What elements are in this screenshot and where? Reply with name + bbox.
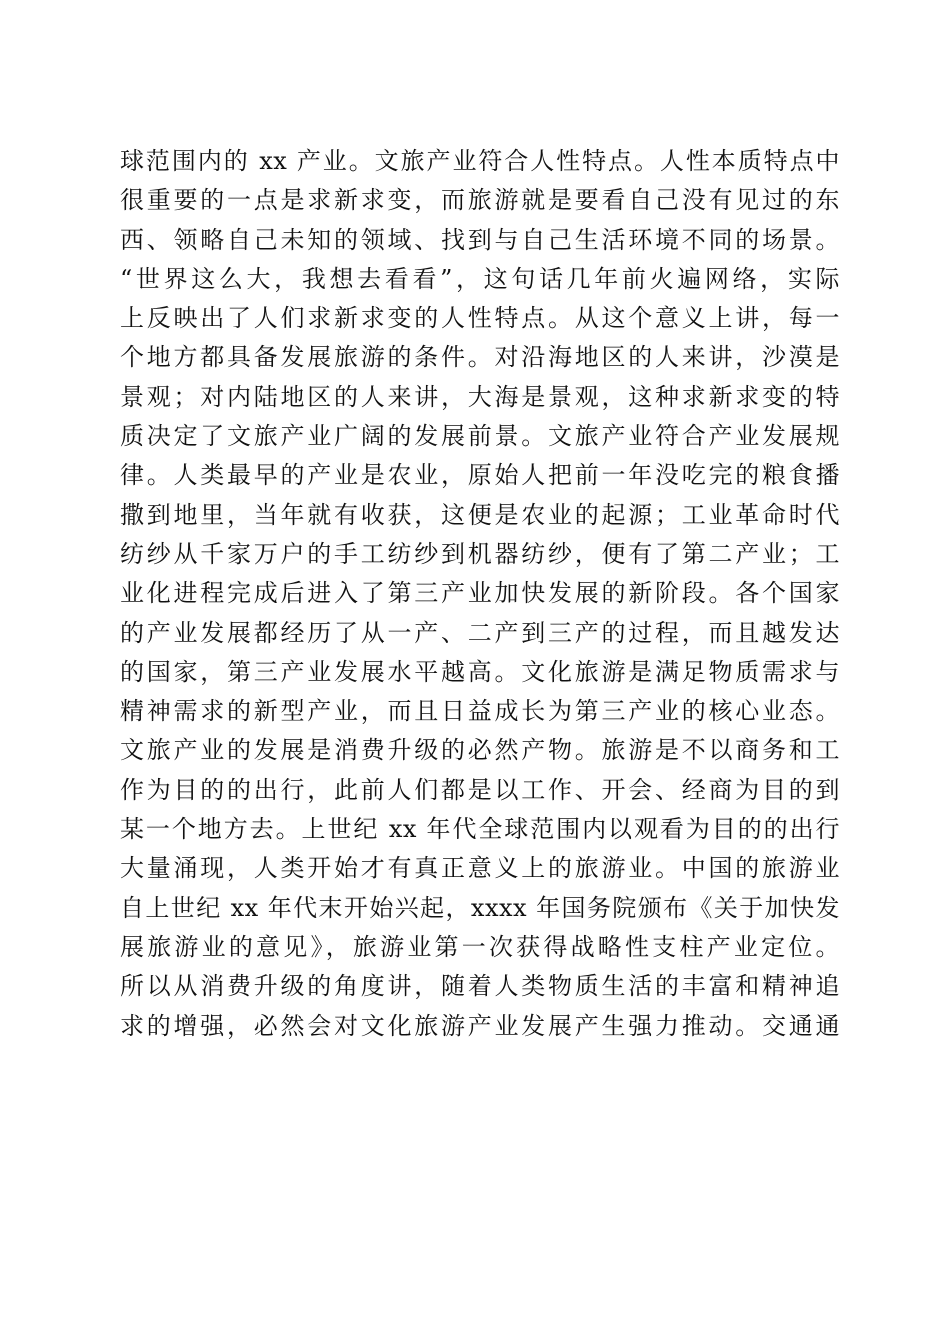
text-line: 展旅游业的意见》，旅游业第一次获得战略性支柱产业定位。 [120, 932, 840, 961]
text-line: 律。人类最早的产业是农业，原始人把前一年没吃完的粮食播 [120, 461, 840, 490]
text-line: 球范围内的 xx 产业。文旅产业符合人性特点。人性本质特点中 [120, 147, 840, 175]
text-line: 个地方都具备发展旅游的条件。对沿海地区的人来讲，沙漠是 [120, 343, 840, 372]
text-line: 撒到地里，当年就有收获，这便是农业的起源；工业革命时代 [120, 500, 840, 529]
text-line: 景观；对内陆地区的人来讲，大海是景观，这种求新求变的特 [120, 382, 840, 411]
text-line: “世界这么大，我想去看看”，这句话几年前火遍网络，实际 [120, 264, 840, 293]
body-text [120, 142, 840, 1046]
text-line: 自上世纪 xx 年代末开始兴起，xxxx 年国务院颁布《关于加快发 [120, 893, 840, 922]
text-line: 所以从消费升级的角度讲，随着人类物质生活的丰富和精神追 [120, 972, 840, 1001]
text-line: 质决定了文旅产业广阔的发展前景。文旅产业符合产业发展规 [120, 422, 840, 451]
text-line: 的国家，第三产业发展水平越高。文化旅游是满足物质需求与 [120, 657, 840, 686]
text-line: 业化进程完成后进入了第三产业加快发展的新阶段。各个国家 [120, 579, 840, 608]
text-line: 的产业发展都经历了从一产、二产到三产的过程，而且越发达 [120, 618, 840, 647]
text-line: 文旅产业的发展是消费升级的必然产物。旅游是不以商务和工 [120, 736, 840, 765]
text-line: 某一个地方去。上世纪 xx 年代全球范围内以观看为目的的出行 [120, 815, 840, 844]
text-line: 精神需求的新型产业，而且日益成长为第三产业的核心业态。 [120, 697, 840, 726]
text-line: 上反映出了人们求新求变的人性特点。从这个意义上讲，每一 [120, 304, 840, 333]
text-line: 很重要的一点是求新求变，而旅游就是要看自己没有见过的东 [120, 186, 840, 215]
text-line: 大量涌现，人类开始才有真正意义上的旅游业。中国的旅游业 [120, 854, 840, 883]
text-line: 西、领略自己未知的领域、找到与自己生活环境不同的场景。 [120, 225, 840, 254]
text-line: 求的增强，必然会对文化旅游产业发展产生强力推动。交通通 [120, 1011, 840, 1040]
text-line: 作为目的的出行，此前人们都是以工作、开会、经商为目的到 [120, 775, 840, 804]
text-line: 纺纱从千家万户的手工纺纱到机器纺纱，便有了第二产业；工 [120, 539, 840, 568]
